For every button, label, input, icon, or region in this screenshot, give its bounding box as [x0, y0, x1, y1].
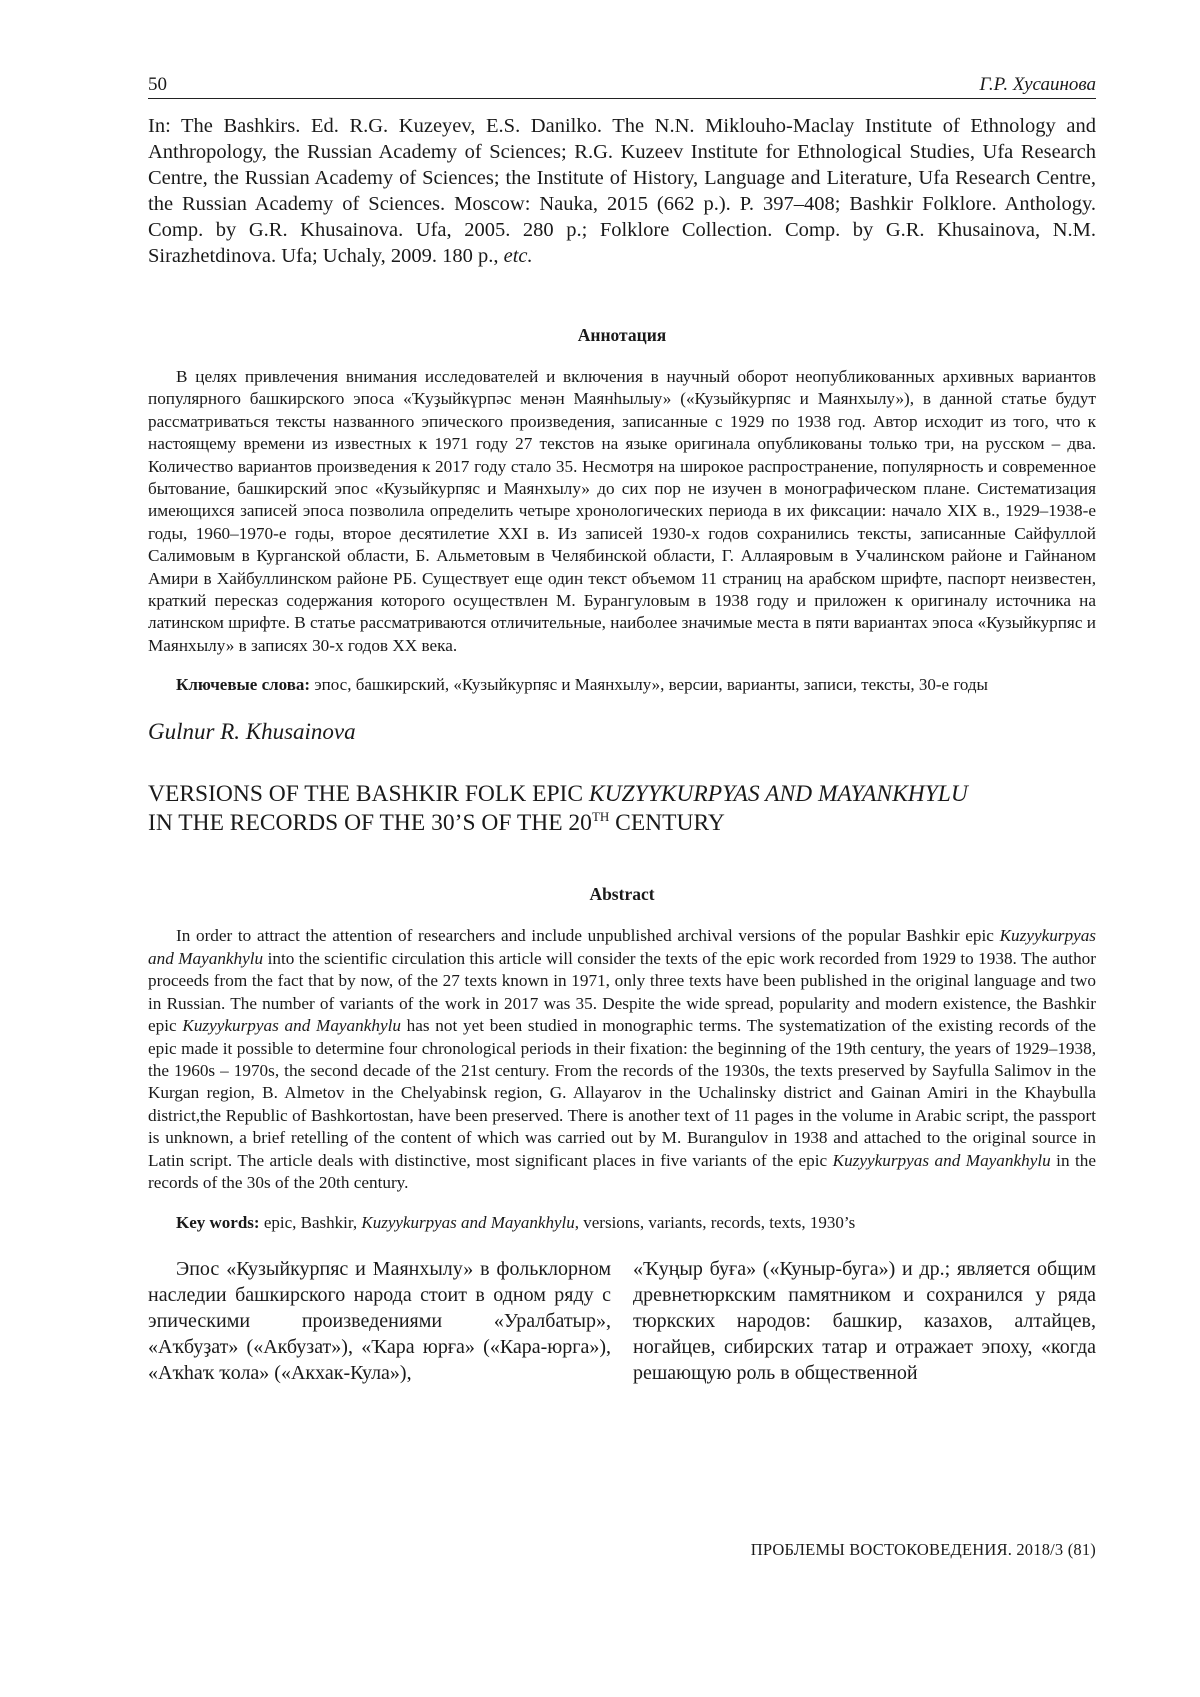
running-head: [148, 74, 1096, 99]
abstract-text: [148, 925, 1096, 1194]
keywords-ru-text: эпос, башкирский, «Кузыйкурпяс и Маянхылу», версии, варианты, записи, тексты, 30-е годы: [310, 675, 988, 695]
keywords-en: [148, 1212, 1096, 1234]
keywords-en-t1: epic, Bashkir,: [259, 1212, 362, 1232]
abstract-i1: Kuzyykurpyas and Mayankhylu: [148, 926, 1096, 968]
annotation-title: Аннотация: [577, 325, 667, 345]
body-columns: [148, 1256, 1096, 1386]
title-sup: TH: [591, 809, 610, 825]
body-right-text: «Ҡуңыр буға» («Куныр-буга») и др.; является общим древнетюркским памятником и сохранился у ряда тюркских народов: башкир, казахов, алтайцев, ногайцев, сибирских татар и отражает эпоху, «когда решающую роль в общественной: [633, 1257, 1096, 1384]
references-paragraph: [148, 113, 1096, 269]
title-part2: IN THE RECORDS OF THE 30’S OF THE 20: [148, 810, 592, 837]
journal-footer: ПРОБЛЕМЫ ВОСТОКОВЕДЕНИЯ. 2018/3 (81): [750, 1540, 1096, 1559]
title-part3: CENTURY: [609, 810, 725, 837]
page-number: 50: [148, 74, 167, 95]
running-author: Г.Р. Хусаинова: [979, 74, 1096, 95]
abstract-s1: In order to attract the attention of researchers and include unpublished archival versions of the popular Bashkir epic: [176, 926, 1000, 946]
body-column-right: [633, 1256, 1096, 1386]
author-name-en: Gulnur R. Khusainova: [148, 719, 356, 745]
abstract-i2: Kuzyykurpyas and Mayankhylu: [182, 1016, 401, 1036]
title-part1: VERSIONS OF THE BASHKIR FOLK EPIC: [148, 781, 589, 808]
keywords-ru: [148, 674, 1096, 696]
abstract-s4: in the records of the 30s of the 20th century.: [148, 1150, 1096, 1192]
article-page: [148, 74, 1096, 1386]
references-text: In: The Bashkirs. Ed. R.G. Kuzeyev, E.S. Danilko. The N.N. Miklouho-Maclay Institute of Ethnology and Anthropology, the Russian Academy of Sciences; R.G. Kuzeev Institute for Ethnological Studies, Ufa Research Centre, the Russian Academy of Sciences; the Institute of History, Language and Literature, Ufa Research Centre, the Russian Academy of Sciences. Moscow: Nauka, 2015 (662 p.). P. 397–408; Bashkir Folklore. Anthology. Comp. by G.R. Khusainova. Ufa, 2005. 280 p.; Folklore Collection. Comp. by G.R. Khusainova, N.M. Sirazhetdinova. Ufa; Uchaly, 2009. 180 p.,: [148, 115, 1096, 267]
references-etc: etc.: [503, 245, 533, 267]
body-column-left: [148, 1256, 611, 1386]
abstract-s3: has not yet been studied in monographic terms. The systematization of the existing records of the epic made it possible to determine four chronological periods in their fixation: the beginning of the 19th century, the years of 1929–1938, the 1960s – 1970s, the second decade of the 21st century. From the records of the 1930s, the texts preserved by Sayfulla Salimov in the Kurgan region, B. Almetov in the Chelyabinsk region, G. Allayarov in the Uchalinsky district and Gainan Amiri in the Khaybulla district,the Republic of Bashkortostan, have been preserved. There is another text of 11 pages in the volume in Arabic script, the passport is unknown, a brief retelling of the content of which was carried out by M. Burangulov in 1938 and attached to the original source in Latin script. The article deals with distinctive, most significant places in five variants of the epic: [148, 1016, 1096, 1170]
title-italic: KUZYYKURPYAS AND MAYANKHYLU: [588, 781, 968, 808]
keywords-en-t2: , versions, variants, records, texts, 1930’s: [574, 1212, 856, 1232]
body-left-text: Эпос «Кузыйкурпяс и Маянхылу» в фольклорном наследии башкирского народа стоит в одном ряду с эпическими произведениями «Уралбатыр», «Аҡбуҙат» («Акбузат»), «Ҡара юрға» («Кара-юрга»), «Аҡһаҡ ҡола» («Акхак-Кула»),: [148, 1257, 611, 1384]
article-title-en: [148, 780, 1096, 838]
keywords-en-label: Key words:: [176, 1212, 260, 1232]
abstract-title: Abstract: [589, 884, 655, 905]
abstract-i3: Kuzyykurpyas and Mayankhylu: [832, 1150, 1051, 1170]
annotation-text: В целях привлечения внимания исследователей и включения в научный оборот неопубликованных архивных вариантов популярного башкирского эпоса «Ҡуҙыйкүрпәс менән Маянһылыу» («Кузыйкурпяс и Маянхылу»), в данной статье будут рассматриваться тексты названного эпического произведения, записанные с 1929 по 1938 год. Автор исходит из того, что к настоящему времени из известных к 1971 году 27 текстов на языке оригинала опубликованы только три, на русском – два. Количество вариантов произведения к 2017 году стало 35. Несмотря на широкое распространение, популярность и современное бытование, башкирский эпос «Кузыйкурпяс и Маянхылу» до сих пор не изучен в монографическом плане. Систематизация имеющихся записей эпоса позволила определить четыре хронологических периода в их фиксации: начало XIX в., 1929–1938-е годы, 1960–1970-е годы, второе десятилетие XXI в. Из записей 1930-х годов сохранились тексты, записанные Сайфуллой Салимовым в Курганской области, Б. Альметовым в Челябинской области, Г. Аллаяровым в Учалинском районе и Гайнаном Амири в Хайбуллинском районе РБ. Существует еще один текст объемом 11 страниц на арабском шрифте, паспорт неизвестен, краткий пересказ содержания которого осуществлен М. Бурангуловым в 1938 году и приложен к оригиналу источника на латинском шрифте. В статье рассматриваются отличительные, наиболее значимые места в пяти вариантах эпоса «Кузыйкурпяс и Маянхылу» в записях 30-х годов XX века.: [148, 367, 1096, 655]
keywords-ru-label: Ключевые слова:: [176, 675, 311, 695]
keywords-en-italic: Kuzyykurpyas and Mayankhylu: [361, 1212, 575, 1232]
abstract-s2: into the scientific circulation this article will consider the texts of the epic work recorded from 1929 to 1938. The author proceeds from the fact that by now, of the 27 texts known in 1971, only three texts have been published in the original language and two in Russian. The number of variants of the work in 2017 was 35. Despite the wide spread, popularity and modern existence, the Bashkir epic: [148, 948, 1096, 1036]
